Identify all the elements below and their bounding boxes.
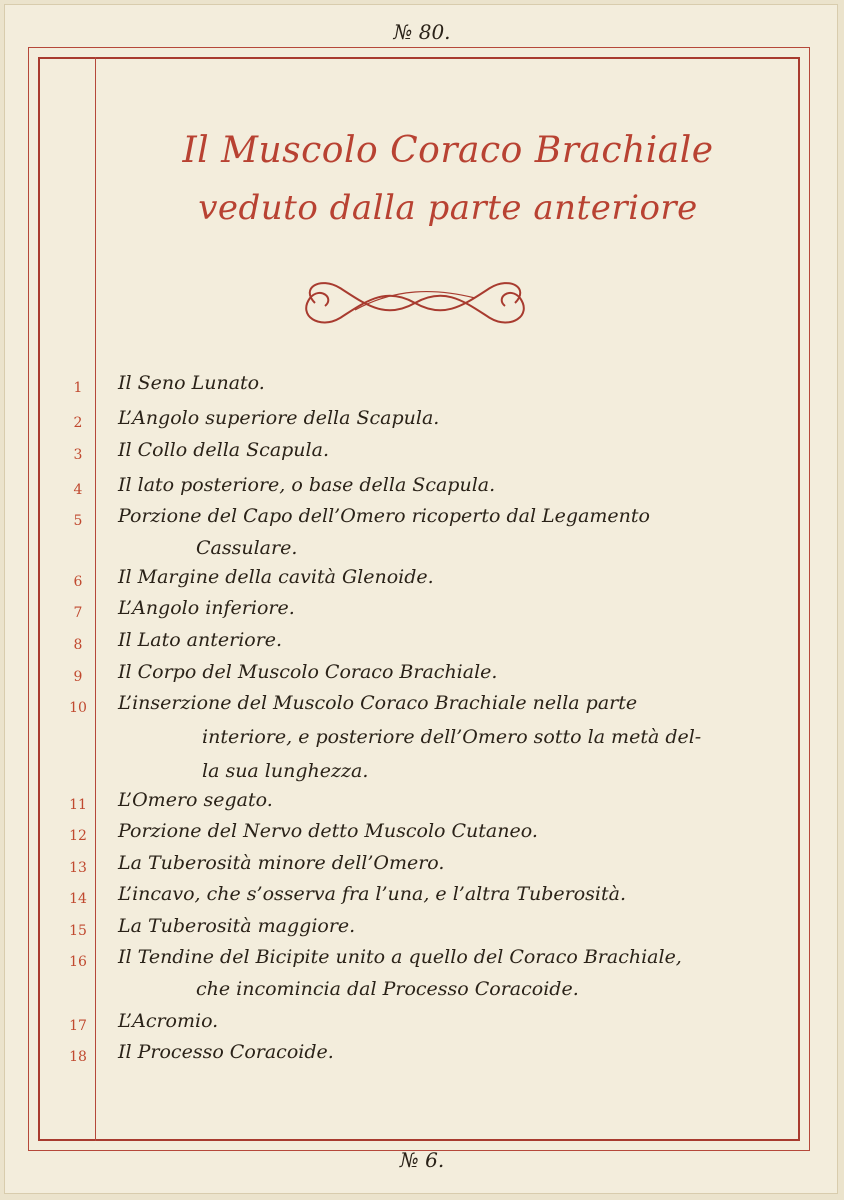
list-item <box>0 472 844 506</box>
entry-text: La Tuberosità maggiore. <box>118 915 356 937</box>
list-item <box>0 913 844 947</box>
entry-text: L’Angolo superiore della Scapula. <box>118 407 440 429</box>
entry-number: 1 <box>73 380 83 396</box>
entry-number: 4 <box>73 482 83 498</box>
list-item <box>0 627 844 661</box>
list-item <box>0 881 844 915</box>
entry-text: Il Seno Lunato. <box>118 372 265 394</box>
entry-number: 15 <box>69 923 87 939</box>
entry-text: Il Margine della cavità Glenoide. <box>118 566 434 588</box>
list-item <box>0 1008 844 1042</box>
entry-number: 16 <box>69 954 87 970</box>
entry-text: L’incavo, che s’osserva fra l’una, e l’altra Tuberosità. <box>118 883 626 905</box>
flourish-ornament <box>295 268 535 338</box>
entry-number: 7 <box>73 605 83 621</box>
page-title: Il Muscolo Coraco Brachiale <box>182 130 714 171</box>
shelf-mark-top: № 80. <box>393 20 451 44</box>
list-item <box>0 595 844 629</box>
entry-text: Il Tendine del Bicipite unito a quello del Coraco Brachiale, <box>118 946 682 968</box>
entry-number: 5 <box>73 513 83 529</box>
entry-number: 10 <box>69 700 87 716</box>
entry-text: L’inserzione del Muscolo Coraco Brachiale nella parte <box>118 692 638 714</box>
list-item <box>0 818 844 852</box>
list-item <box>0 564 844 598</box>
entry-text: L’Omero segato. <box>118 789 273 811</box>
entry-number: 13 <box>69 860 87 876</box>
entry-text-continued: interiore, e posteriore dell’Omero sotto la metà del- <box>202 726 702 748</box>
list-item <box>0 850 844 884</box>
entry-text: L’Acromio. <box>118 1010 219 1032</box>
list-item <box>0 370 844 404</box>
list-item <box>0 1039 844 1073</box>
entry-text-continued: la sua lunghezza. <box>202 760 369 782</box>
shelf-mark-bottom: № 6. <box>399 1148 445 1172</box>
entry-text: Porzione del Nervo detto Muscolo Cutaneo. <box>118 820 538 842</box>
entry-number: 17 <box>69 1018 87 1034</box>
entry-text-continued: Cassulare. <box>196 537 298 559</box>
entry-text-continued: che incomincia dal Processo Coracoide. <box>196 978 579 1000</box>
entry-text: Il Lato anteriore. <box>118 629 283 651</box>
entry-number: 8 <box>73 637 83 653</box>
entry-number: 11 <box>69 797 87 813</box>
list-item <box>0 944 844 1000</box>
entry-number: 3 <box>73 447 83 463</box>
list-item <box>0 787 844 821</box>
list-item <box>0 690 844 782</box>
list-item <box>0 405 844 439</box>
page-subtitle: veduto dalla parte anteriore <box>198 188 698 228</box>
list-item <box>0 659 844 693</box>
entry-text: Porzione del Capo dell’Omero ricoperto dal Legamento <box>118 505 650 527</box>
entry-text: Il Corpo del Muscolo Coraco Brachiale. <box>118 661 498 683</box>
entry-number: 12 <box>69 828 87 844</box>
entry-number: 18 <box>69 1049 87 1065</box>
entry-number: 14 <box>69 891 87 907</box>
entry-number: 6 <box>73 574 83 590</box>
entry-text: La Tuberosità minore dell’Omero. <box>118 852 445 874</box>
entry-text: Il lato posteriore, o base della Scapula. <box>118 474 496 496</box>
list-item <box>0 503 844 559</box>
list-item <box>0 437 844 471</box>
entry-number: 2 <box>73 415 83 431</box>
entry-text: Il Processo Coracoide. <box>118 1041 334 1063</box>
entry-number: 9 <box>73 669 83 685</box>
entry-text: Il Collo della Scapula. <box>118 439 329 461</box>
entry-text: L’Angolo inferiore. <box>118 597 295 619</box>
